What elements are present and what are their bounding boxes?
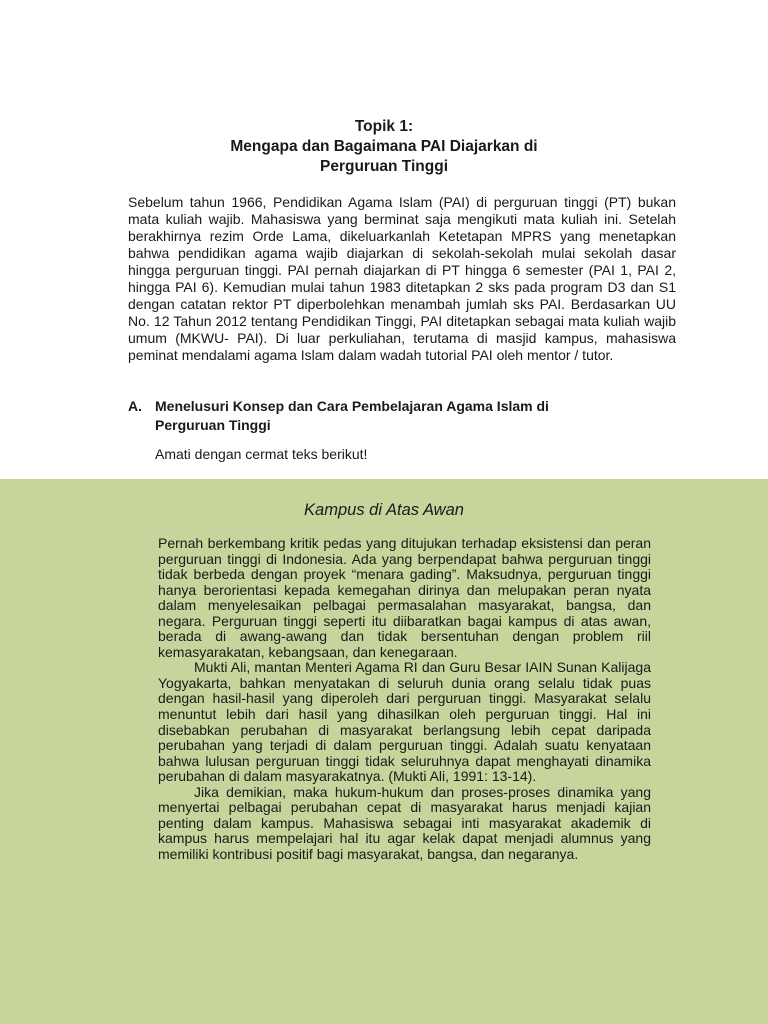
instruction-text: Amati dengan cermat teks berikut! <box>155 446 368 462</box>
reading-box-body <box>158 536 651 862</box>
reading-paragraph-3: Jika demikian, maka hukum-hukum dan proses-proses dinamika yang menyertai pelbagai perubahan cepat di masyarakat harus menjadi kajian penting dalam kampus. Mahasiswa sebagai inti masyarakat akademik di kampus harus mempelajari hal itu agar kelak dapat menjadi alumnus yang memiliki kontribusi positif bagi masyarakat, bangsa, dan negaranya. <box>158 783 651 862</box>
intro-paragraph: Sebelum tahun 1966, Pendidikan Agama Islam (PAI) di perguruan tinggi (PT) bukan mata kuliah wajib. Mahasiswa yang berminat saja mengikuti mata kuliah ini. Setelah berakhirnya rezim Orde Lama, dikeluarkanlah Ketetapan MPRS yang menetapkan bahwa pendidikan agama wajib diajarkan di sekolah-sekolah mulai sekolah dasar hingga perguruan tinggi. PAI pernah diajarkan di PT hingga 6 semester (PAI 1, PAI 2, hingga PAI 6). Kemudian mulai tahun 1983 ditetapkan 2 sks pada program D3 dan S1 dengan catatan rektor PT diperbolehkan menambah jumlah sks PAI. Berdasarkan UU No. 12 Tahun 2012 tentang Pendidikan Tinggi, PAI ditetapkan sebagai mata kuliah wajib umum (MKWU- PAI). Di luar perkuliahan, terutama di masjid kampus, mahasiswa peminat mendalami agama Islam dalam wadah tutorial PAI oleh mentor / tutor. <box>128 194 676 363</box>
topic-label: Topik 1: <box>354 118 414 135</box>
reading-box-title: Kampus di Atas Awan <box>304 501 464 519</box>
reading-paragraph-1: Pernah berkembang kritik pedas yang ditujukan terhadap eksistensi dan peran perguruan tinggi di Indonesia. Ada yang berpendapat bahwa perguruan tinggi tidak berbeda dengan proyek “menara gading”. Maksudnya, perguruan tinggi hanya berorientasi kepada kemegahan dirinya dan melupakan peran nyata dalam menyelesaikan pelbagai permasalahan masyarakat, bangsa, dan negara. Perguruan tinggi seperti itu diibaratkan bagai kampus di atas awan, berada di awang-awang dan tidak bersentuhan dengan problem riil kemasyarakatan, kebangsaan, dan kenegaraan. <box>158 535 651 660</box>
page-title <box>0 117 768 177</box>
title-line-1: Mengapa dan Bagaimana PAI Diajarkan di <box>230 138 538 155</box>
section-letter: A. <box>128 398 142 414</box>
reading-box <box>0 479 768 1024</box>
reading-paragraph-2: Mukti Ali, mantan Menteri Agama RI dan Guru Besar IAIN Sunan Kalijaga Yogyakarta, bahkan menyatakan di seluruh dunia orang selalu tidak puas dengan hasil-hasil yang diperoleh dari perguruan tinggi. Masyarakat selalu menuntut lebih dari hasil yang dihasilkan oleh perguruan tinggi. Hal ini disebabkan perubahan di masyarakat berlangsung lebih cepat daripada perubahan yang terjadi di dalam perguruan tinggi. Adalah suatu kenyataan bahwa lulusan perguruan tinggi tidak seluruhnya dapat menghayati dinamika perubahan di dalam masyarakatnya. (Mukti Ali, 1991: 13-14). <box>158 659 651 785</box>
title-line-2: Perguruan Tinggi <box>319 158 449 175</box>
section-heading-text: Menelusuri Konsep dan Cara Pembelajaran Agama Islam di Perguruan Tinggi <box>155 398 549 433</box>
